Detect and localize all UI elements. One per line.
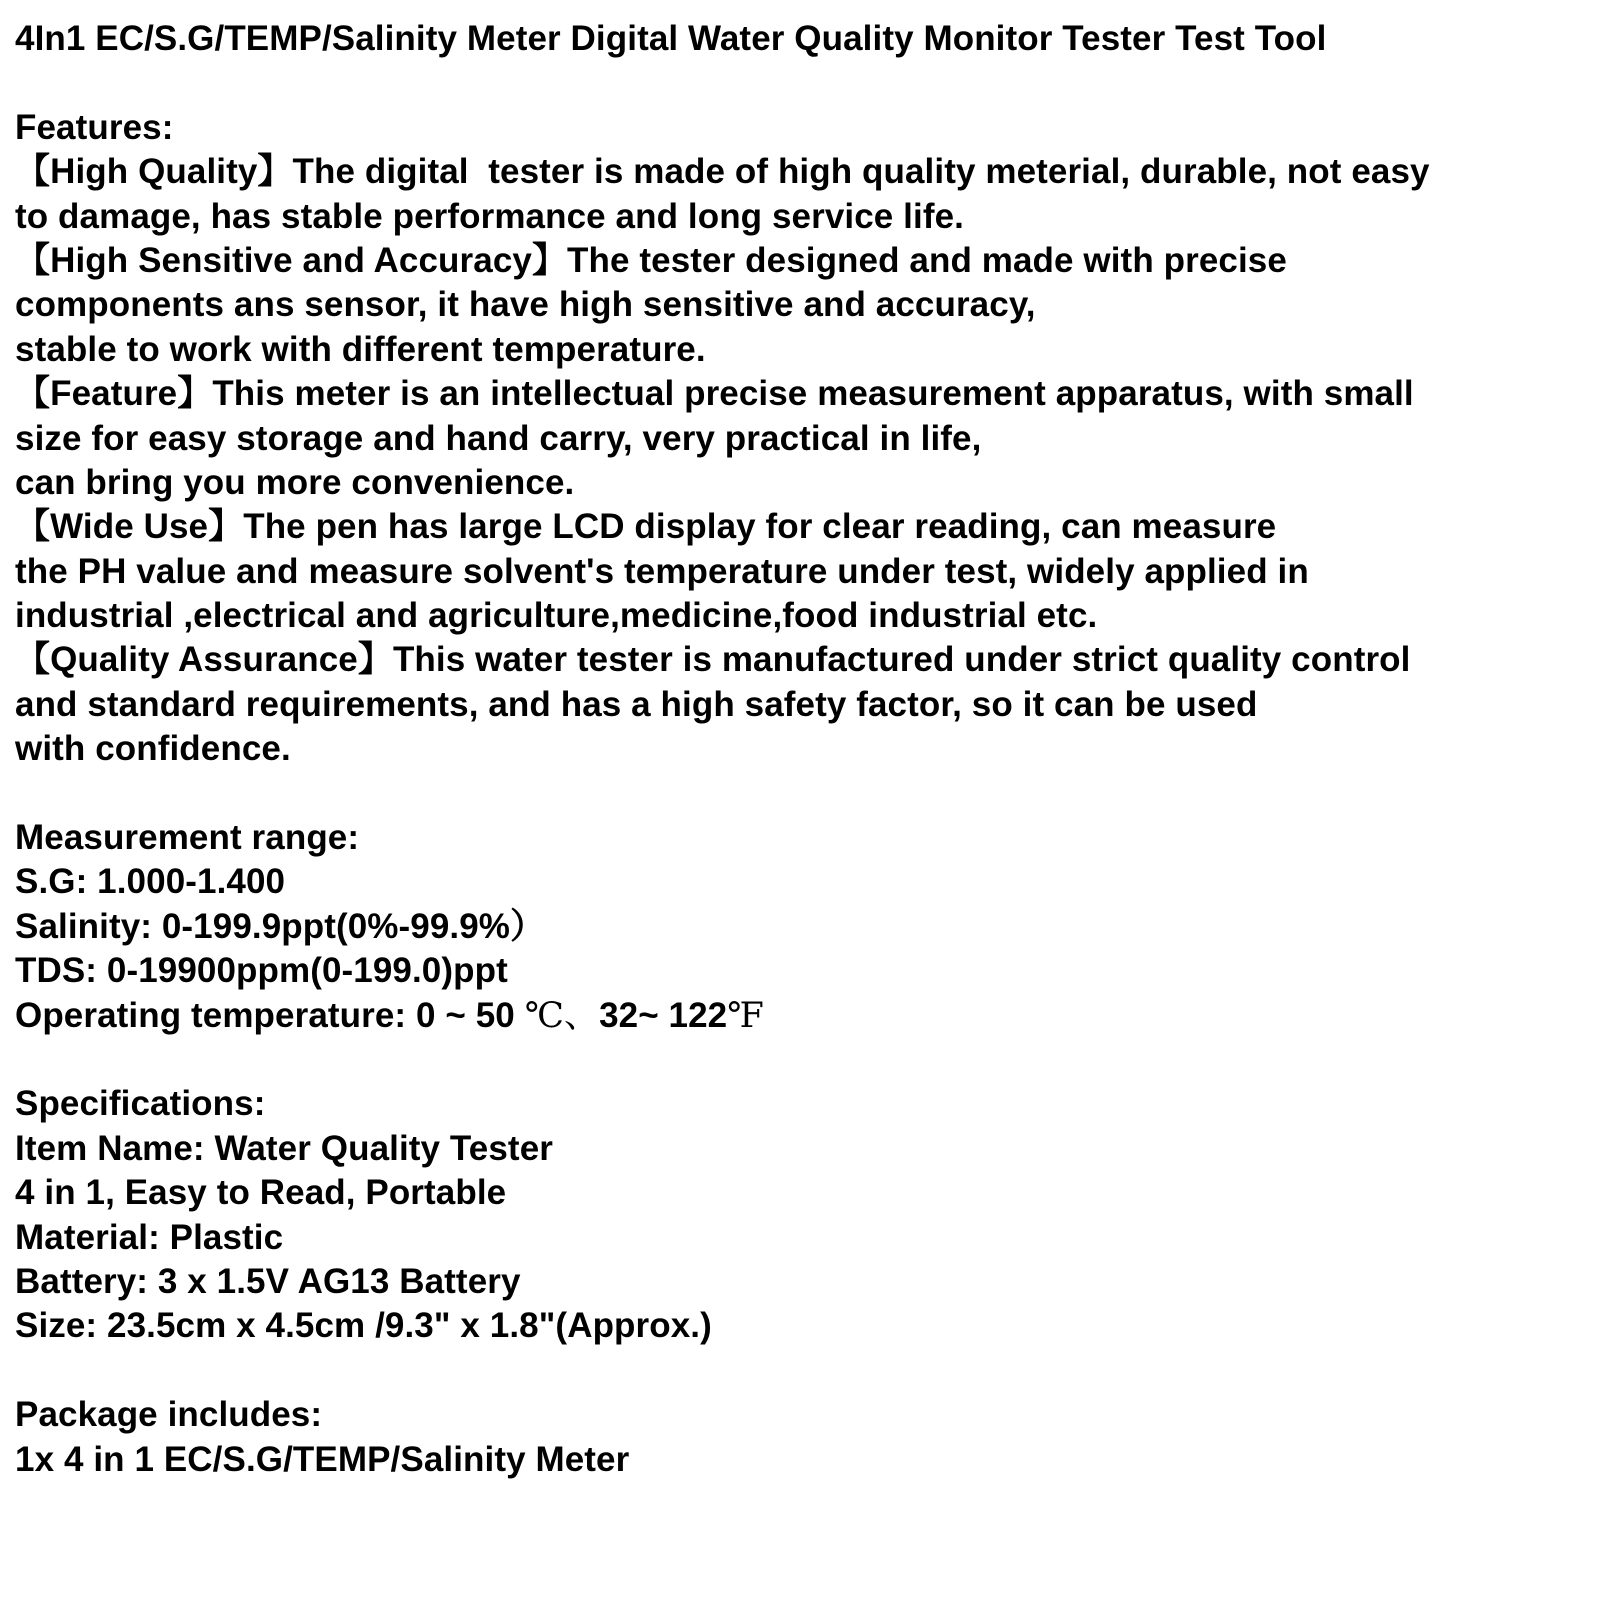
feature-line: 【Quality Assurance】This water tester is manufactured under strict quality control (15, 640, 1411, 680)
feature-line: to damage, has stable performance and long service life. (15, 196, 964, 236)
specifications-section (15, 1082, 1595, 1348)
feature-line: 【Wide Use】The pen has large LCD display for clear reading, can measure (15, 507, 1277, 547)
measurement-sg: S.G: 1.000-1.400 (15, 862, 286, 902)
feature-line: 【High Sensitive and Accuracy】The tester designed and made with precise (15, 240, 1287, 280)
fahrenheit-symbol: ℉ (727, 995, 765, 1036)
spec-line: Size: 23.5cm x 4.5cm /9.3" x 1.8"(Approx.) (15, 1306, 712, 1346)
feature-line: with confidence. (15, 729, 291, 769)
temperature-prefix: Operating temperature: 0 ~ 50 (15, 995, 525, 1035)
measurement-section (15, 816, 1595, 1038)
feature-line: the PH value and measure solvent's temperature under test, widely applied in (15, 551, 1309, 591)
temperature-mid: 32~ 122 (599, 995, 728, 1035)
measurement-tds: TDS: 0-19900ppm(0-199.0)ppt (15, 951, 508, 991)
spacer (15, 1038, 1595, 1082)
spacer (15, 61, 1595, 105)
features-heading: Features: (15, 107, 174, 147)
package-heading: Package includes: (15, 1395, 323, 1435)
measurement-temperature (15, 994, 1595, 1038)
spec-line: Battery: 3 x 1.5V AG13 Battery (15, 1261, 521, 1301)
feature-line: 【High Quality】The digital tester is made of high quality meterial, durable, not easy (15, 152, 1430, 192)
spec-line: Item Name: Water Quality Tester (15, 1128, 553, 1168)
feature-line: industrial ,electrical and agriculture,medicine,food industrial etc. (15, 596, 1098, 636)
measurement-salinity: Salinity: 0-199.9ppt(0%-99.9%） (15, 906, 546, 946)
feature-line: can bring you more convenience. (15, 462, 575, 502)
feature-line: stable to work with different temperature. (15, 329, 706, 369)
product-title: 4In1 EC/S.G/TEMP/Salinity Meter Digital Water Quality Monitor Tester Test Tool (15, 19, 1327, 58)
specifications-heading: Specifications: (15, 1084, 266, 1124)
feature-line: and standard requirements, and has a high safety factor, so it can be used (15, 684, 1258, 724)
features-section (15, 106, 1595, 772)
product-description (15, 17, 1595, 1482)
celsius-symbol: ℃、 (524, 995, 600, 1036)
spacer (15, 1349, 1595, 1393)
package-line: 1x 4 in 1 EC/S.G/TEMP/Salinity Meter (15, 1439, 630, 1479)
measurement-heading: Measurement range: (15, 818, 360, 858)
feature-line: 【Feature】This meter is an intellectual precise measurement apparatus, with small (15, 374, 1414, 414)
spec-line: 4 in 1, Easy to Read, Portable (15, 1173, 507, 1213)
feature-line: components ans sensor, it have high sensitive and accuracy, (15, 285, 1036, 325)
spacer (15, 772, 1595, 816)
spec-line: Material: Plastic (15, 1217, 284, 1257)
package-section (15, 1393, 1595, 1482)
feature-line: size for easy storage and hand carry, very practical in life, (15, 418, 982, 458)
